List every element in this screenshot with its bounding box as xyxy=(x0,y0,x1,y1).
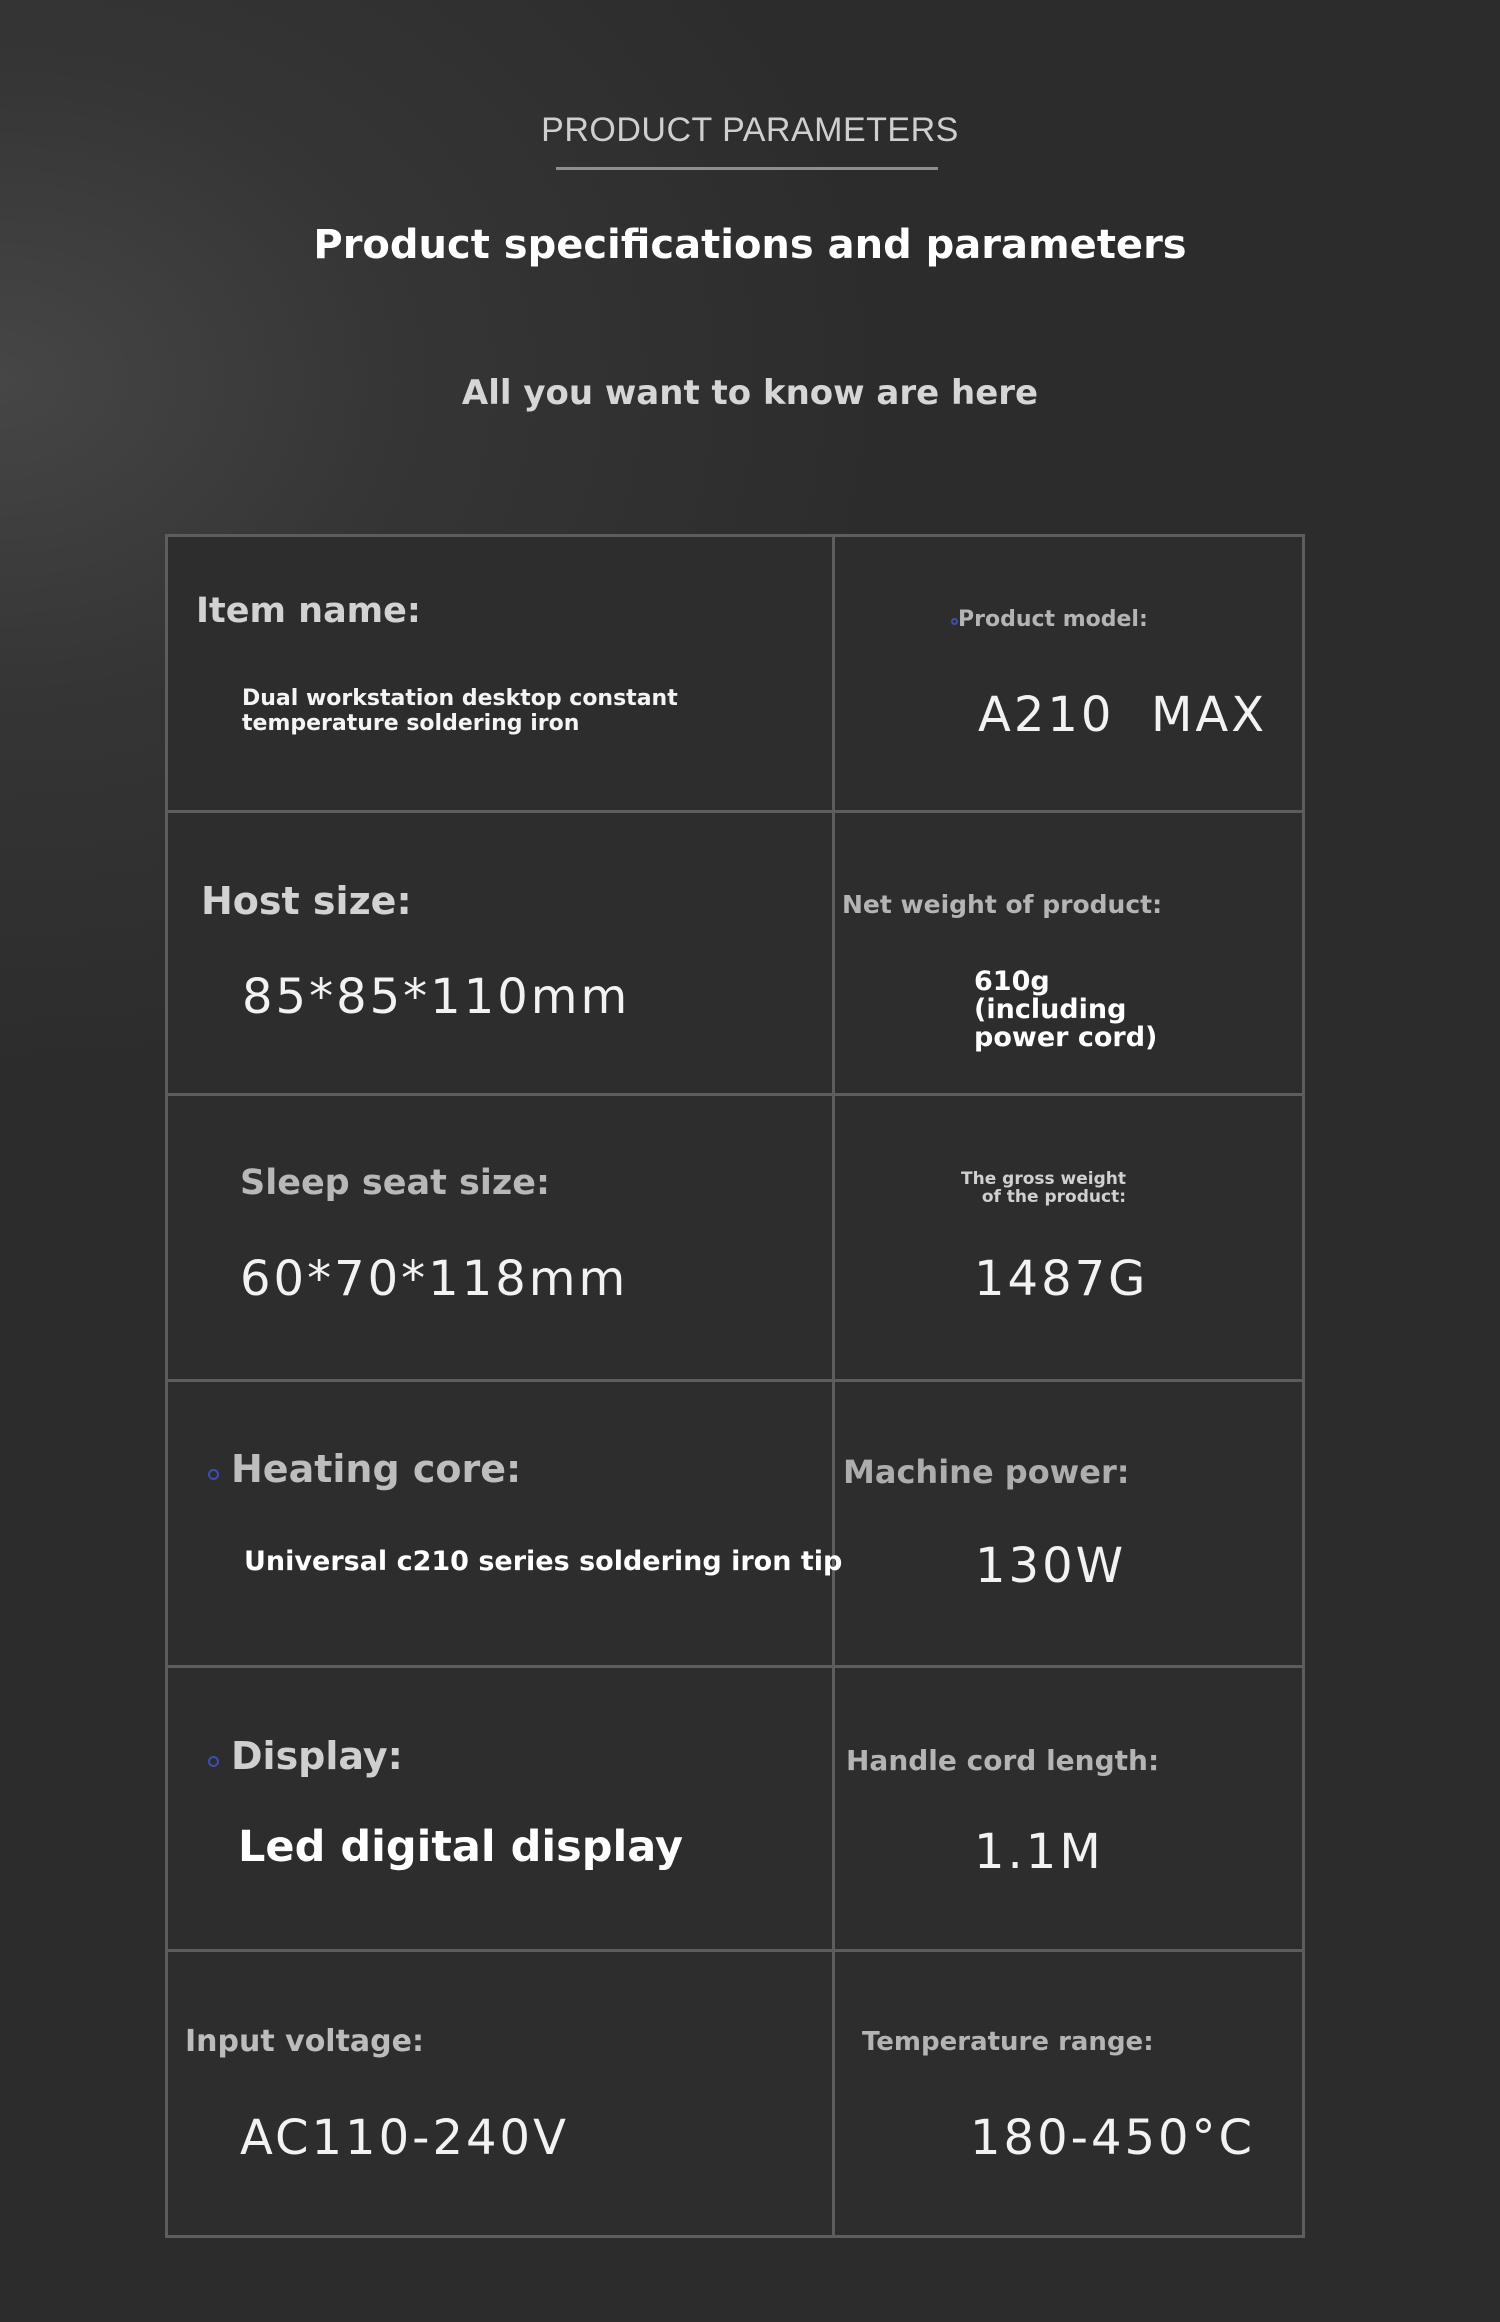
section-label-underline xyxy=(556,167,938,170)
section-label: PRODUCT PARAMETERS xyxy=(541,111,959,149)
host-size-value: 85*85*110mm xyxy=(242,969,631,1025)
bullet-icon xyxy=(208,1756,219,1767)
temperature-range-label: Temperature range: xyxy=(862,2027,1154,2057)
heating-core-label: Heating core: xyxy=(231,1447,522,1491)
column-divider xyxy=(832,537,835,2235)
product-model-value: A210 MAX xyxy=(978,687,1268,743)
host-size-label: Host size: xyxy=(201,879,412,923)
row-divider xyxy=(168,1665,1302,1668)
display-value: Led digital display xyxy=(238,1822,683,1872)
row-divider xyxy=(168,1379,1302,1382)
net-weight-label: Net weight of product: xyxy=(842,890,1163,919)
handle-cord-length-value: 1.1M xyxy=(974,1824,1104,1880)
sleep-seat-size-label: Sleep seat size: xyxy=(240,1163,550,1203)
input-voltage-label: Input voltage: xyxy=(185,2024,424,2059)
row-divider xyxy=(168,1093,1302,1096)
product-model-label: Product model: xyxy=(958,607,1148,632)
item-name-label: Item name: xyxy=(196,591,421,631)
gross-weight-label: The gross weight of the product: xyxy=(961,1169,1126,1207)
row-divider xyxy=(168,1949,1302,1952)
sleep-seat-size-value: 60*70*118mm xyxy=(240,1251,629,1307)
net-weight-value: 610g (including power cord) xyxy=(974,966,1158,1053)
machine-power-value: 130W xyxy=(975,1538,1127,1594)
item-name-value: Dual workstation desktop constant temperature soldering iron xyxy=(242,686,678,736)
spec-table xyxy=(165,534,1305,2238)
display-label: Display: xyxy=(231,1734,403,1778)
bullet-icon xyxy=(951,618,958,625)
temperature-range-value: 180-450°C xyxy=(970,2110,1256,2166)
gross-weight-value: 1487G xyxy=(974,1251,1149,1307)
input-voltage-value: AC110-240V xyxy=(240,2110,569,2166)
row-divider xyxy=(168,810,1302,813)
page-title: Product specifications and parameters xyxy=(313,222,1187,268)
page-subtitle: All you want to know are here xyxy=(461,373,1039,413)
handle-cord-length-label: Handle cord length: xyxy=(846,1744,1160,1777)
machine-power-label: Machine power: xyxy=(843,1453,1130,1491)
heating-core-value: Universal c210 series soldering iron tip xyxy=(244,1546,843,1577)
bullet-icon xyxy=(208,1469,219,1480)
